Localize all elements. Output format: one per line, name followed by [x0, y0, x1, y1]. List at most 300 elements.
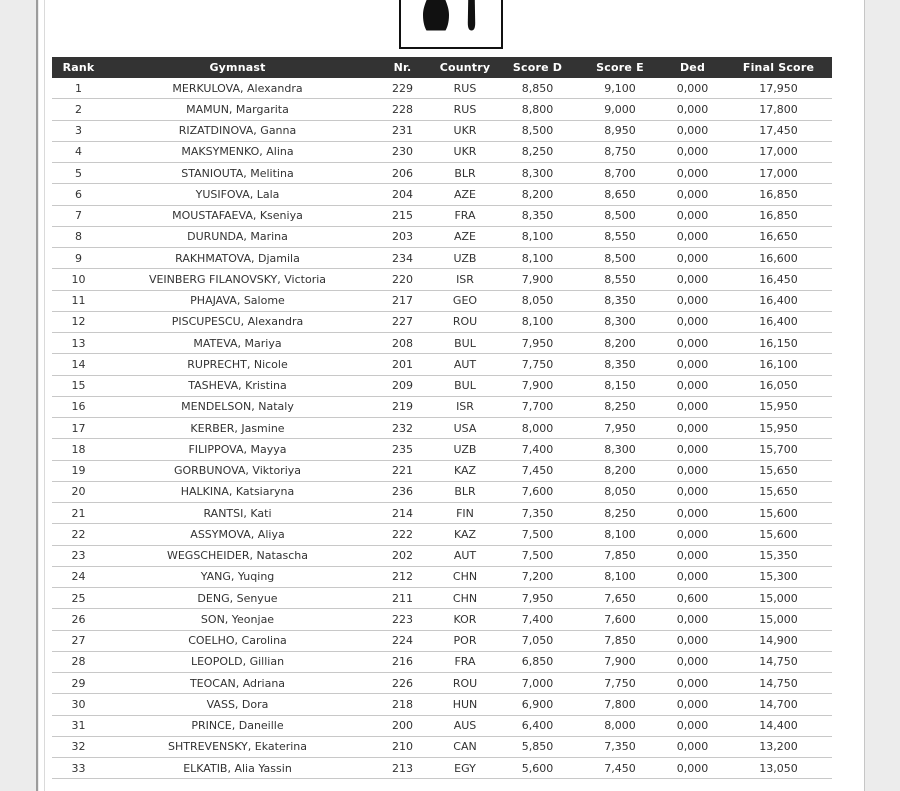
cell-nr: 208: [370, 333, 435, 354]
cell-final-score: 16,400: [725, 311, 832, 332]
cell-score-d: 8,850: [495, 78, 580, 99]
cell-ded: 0,000: [660, 226, 725, 247]
cell-ded: 0,000: [660, 609, 725, 630]
cell-country: RUS: [435, 99, 495, 120]
table-row: [52, 545, 832, 566]
cell-gymnast: DURUNDA, Marina: [105, 226, 370, 247]
cell-nr: 203: [370, 226, 435, 247]
cell-ded: 0,000: [660, 694, 725, 715]
cell-rank: 33: [52, 758, 105, 779]
cell-ded: 0,000: [660, 248, 725, 269]
cell-final-score: 14,400: [725, 715, 832, 736]
cell-score-d: 8,200: [495, 184, 580, 205]
inner-page-border: [44, 0, 45, 791]
cell-nr: 219: [370, 396, 435, 417]
table-row: [52, 418, 832, 439]
cell-rank: 29: [52, 673, 105, 694]
cell-country: AUT: [435, 354, 495, 375]
cell-rank: 2: [52, 99, 105, 120]
cell-ded: 0,000: [660, 481, 725, 502]
table-row: [52, 630, 832, 651]
cell-nr: 227: [370, 311, 435, 332]
cell-final-score: 16,050: [725, 375, 832, 396]
cell-country: KAZ: [435, 524, 495, 545]
cell-rank: 14: [52, 354, 105, 375]
cell-ded: 0,000: [660, 163, 725, 184]
cell-ded: 0,000: [660, 120, 725, 141]
cell-rank: 12: [52, 311, 105, 332]
cell-nr: 221: [370, 460, 435, 481]
cell-rank: 22: [52, 524, 105, 545]
cell-ded: 0,000: [660, 418, 725, 439]
cell-country: FRA: [435, 205, 495, 226]
cell-gymnast: SON, Yeonjae: [105, 609, 370, 630]
table-row: [52, 141, 832, 162]
cell-gymnast: RIZATDINOVA, Ganna: [105, 120, 370, 141]
cell-gymnast: ELKATIB, Alia Yassin: [105, 758, 370, 779]
table-row: [52, 248, 832, 269]
cell-ded: 0,000: [660, 375, 725, 396]
cell-country: AZE: [435, 184, 495, 205]
table-row: [52, 758, 832, 779]
left-page-border: [36, 0, 38, 791]
table-row: [52, 269, 832, 290]
table-row: [52, 715, 832, 736]
cell-score-e: 9,000: [580, 99, 660, 120]
cell-nr: 202: [370, 545, 435, 566]
cell-rank: 13: [52, 333, 105, 354]
cell-final-score: 15,950: [725, 396, 832, 417]
cell-ded: 0,000: [660, 290, 725, 311]
cell-country: EGY: [435, 758, 495, 779]
cell-country: CHN: [435, 588, 495, 609]
cell-country: ISR: [435, 269, 495, 290]
cell-rank: 4: [52, 141, 105, 162]
cell-country: FIN: [435, 503, 495, 524]
cell-score-e: 8,150: [580, 375, 660, 396]
cell-final-score: 16,850: [725, 205, 832, 226]
cell-rank: 1: [52, 78, 105, 99]
table-row: [52, 396, 832, 417]
cell-rank: 10: [52, 269, 105, 290]
cell-score-d: 8,100: [495, 226, 580, 247]
cell-gymnast: MAKSYMENKO, Alina: [105, 141, 370, 162]
cell-final-score: 15,650: [725, 481, 832, 502]
cell-score-d: 7,050: [495, 630, 580, 651]
cell-final-score: 16,600: [725, 248, 832, 269]
cell-gymnast: FILIPPOVA, Mayya: [105, 439, 370, 460]
results-table: [52, 57, 832, 779]
cell-nr: 204: [370, 184, 435, 205]
table-row: [52, 226, 832, 247]
cell-score-d: 7,450: [495, 460, 580, 481]
cell-score-d: 6,900: [495, 694, 580, 715]
cell-rank: 17: [52, 418, 105, 439]
cell-ded: 0,000: [660, 524, 725, 545]
cell-score-d: 7,500: [495, 545, 580, 566]
cell-final-score: 16,150: [725, 333, 832, 354]
cell-ded: 0,000: [660, 736, 725, 757]
cell-final-score: 15,350: [725, 545, 832, 566]
cell-score-d: 7,400: [495, 609, 580, 630]
header-final-score: Final Score: [725, 57, 832, 78]
cell-nr: 210: [370, 736, 435, 757]
cell-rank: 23: [52, 545, 105, 566]
cell-score-d: 8,300: [495, 163, 580, 184]
cell-ded: 0,000: [660, 503, 725, 524]
cell-score-d: 7,900: [495, 269, 580, 290]
table-row: [52, 460, 832, 481]
cell-ded: 0,000: [660, 758, 725, 779]
cell-ded: 0,000: [660, 566, 725, 587]
cell-final-score: 17,450: [725, 120, 832, 141]
cell-ded: 0,000: [660, 545, 725, 566]
cell-score-e: 8,350: [580, 354, 660, 375]
cell-score-e: 8,300: [580, 311, 660, 332]
cell-gymnast: MAMUN, Margarita: [105, 99, 370, 120]
cell-score-e: 7,750: [580, 673, 660, 694]
cell-rank: 9: [52, 248, 105, 269]
cell-gymnast: RUPRECHT, Nicole: [105, 354, 370, 375]
cell-rank: 11: [52, 290, 105, 311]
cell-country: UKR: [435, 120, 495, 141]
table-row: [52, 481, 832, 502]
cell-score-e: 8,300: [580, 439, 660, 460]
cell-final-score: 13,050: [725, 758, 832, 779]
cell-gymnast: HALKINA, Katsiaryna: [105, 481, 370, 502]
cell-country: HUN: [435, 694, 495, 715]
cell-ded: 0,000: [660, 141, 725, 162]
table-row: [52, 566, 832, 587]
cell-nr: 226: [370, 673, 435, 694]
results-header: [52, 57, 832, 78]
cell-final-score: 15,300: [725, 566, 832, 587]
cell-gymnast: PISCUPESCU, Alexandra: [105, 311, 370, 332]
cell-gymnast: LEOPOLD, Gillian: [105, 651, 370, 672]
cell-rank: 18: [52, 439, 105, 460]
cell-nr: 217: [370, 290, 435, 311]
cell-score-d: 8,050: [495, 290, 580, 311]
cell-gymnast: TEOCAN, Adriana: [105, 673, 370, 694]
cell-gymnast: PRINCE, Daneille: [105, 715, 370, 736]
cell-ded: 0,000: [660, 354, 725, 375]
cell-nr: 213: [370, 758, 435, 779]
cell-score-d: 8,100: [495, 311, 580, 332]
cell-final-score: 14,700: [725, 694, 832, 715]
cell-rank: 3: [52, 120, 105, 141]
cell-score-d: 7,400: [495, 439, 580, 460]
cell-country: KOR: [435, 609, 495, 630]
cell-score-d: 7,350: [495, 503, 580, 524]
cell-final-score: 16,850: [725, 184, 832, 205]
cell-gymnast: WEGSCHEIDER, Natascha: [105, 545, 370, 566]
cell-score-e: 7,950: [580, 418, 660, 439]
cell-ded: 0,000: [660, 715, 725, 736]
cell-country: UZB: [435, 439, 495, 460]
cell-country: BLR: [435, 481, 495, 502]
cell-nr: 212: [370, 566, 435, 587]
cell-score-d: 7,950: [495, 333, 580, 354]
cell-ded: 0,000: [660, 78, 725, 99]
cell-rank: 27: [52, 630, 105, 651]
header-score-e: Score E: [580, 57, 660, 78]
cell-score-d: 8,250: [495, 141, 580, 162]
cell-nr: 214: [370, 503, 435, 524]
cell-ded: 0,000: [660, 269, 725, 290]
table-row: [52, 163, 832, 184]
cell-score-e: 8,200: [580, 460, 660, 481]
cell-final-score: 14,750: [725, 673, 832, 694]
table-row: [52, 736, 832, 757]
cell-score-d: 8,350: [495, 205, 580, 226]
cell-nr: 201: [370, 354, 435, 375]
cell-gymnast: YANG, Yuqing: [105, 566, 370, 587]
table-row: [52, 354, 832, 375]
cell-score-d: 7,750: [495, 354, 580, 375]
cell-country: CAN: [435, 736, 495, 757]
header-score-d: Score D: [495, 57, 580, 78]
cell-nr: 232: [370, 418, 435, 439]
cell-rank: 15: [52, 375, 105, 396]
cell-score-e: 8,950: [580, 120, 660, 141]
cell-final-score: 16,650: [725, 226, 832, 247]
cell-final-score: 13,200: [725, 736, 832, 757]
cell-final-score: 15,600: [725, 524, 832, 545]
cell-rank: 24: [52, 566, 105, 587]
cell-score-e: 8,200: [580, 333, 660, 354]
cell-score-e: 8,500: [580, 248, 660, 269]
cell-country: BUL: [435, 375, 495, 396]
cell-score-e: 7,600: [580, 609, 660, 630]
cell-rank: 7: [52, 205, 105, 226]
cell-gymnast: ASSYMOVA, Aliya: [105, 524, 370, 545]
cell-final-score: 17,800: [725, 99, 832, 120]
cell-score-e: 7,450: [580, 758, 660, 779]
cell-final-score: 17,950: [725, 78, 832, 99]
cell-final-score: 15,700: [725, 439, 832, 460]
cell-final-score: 15,000: [725, 588, 832, 609]
cell-gymnast: RAKHMATOVA, Djamila: [105, 248, 370, 269]
cell-score-d: 8,500: [495, 120, 580, 141]
cell-score-d: 7,500: [495, 524, 580, 545]
cell-score-e: 8,100: [580, 524, 660, 545]
cell-rank: 8: [52, 226, 105, 247]
cell-score-d: 7,600: [495, 481, 580, 502]
cell-score-e: 7,850: [580, 545, 660, 566]
cell-nr: 215: [370, 205, 435, 226]
cell-score-d: 7,700: [495, 396, 580, 417]
cell-score-e: 8,700: [580, 163, 660, 184]
cell-nr: 211: [370, 588, 435, 609]
cell-score-d: 8,800: [495, 99, 580, 120]
cell-country: USA: [435, 418, 495, 439]
cell-country: POR: [435, 630, 495, 651]
cell-country: GEO: [435, 290, 495, 311]
cell-nr: 216: [370, 651, 435, 672]
cell-country: ROU: [435, 311, 495, 332]
cell-ded: 0,000: [660, 673, 725, 694]
cell-rank: 6: [52, 184, 105, 205]
cell-score-e: 8,250: [580, 396, 660, 417]
cell-score-d: 5,850: [495, 736, 580, 757]
results-body: [52, 78, 832, 779]
cell-nr: 230: [370, 141, 435, 162]
table-row: [52, 120, 832, 141]
cell-gymnast: DENG, Senyue: [105, 588, 370, 609]
cell-ded: 0,000: [660, 184, 725, 205]
cell-ded: 0,000: [660, 651, 725, 672]
cell-score-e: 8,650: [580, 184, 660, 205]
cell-country: AUS: [435, 715, 495, 736]
cell-score-e: 8,750: [580, 141, 660, 162]
cell-gymnast: MERKULOVA, Alexandra: [105, 78, 370, 99]
cell-gymnast: GORBUNOVA, Viktoriya: [105, 460, 370, 481]
cell-score-e: 7,800: [580, 694, 660, 715]
cell-score-e: 7,900: [580, 651, 660, 672]
cell-gymnast: VEINBERG FILANOVSKY, Victoria: [105, 269, 370, 290]
cell-score-d: 8,100: [495, 248, 580, 269]
header-nr: Nr.: [370, 57, 435, 78]
cell-nr: 235: [370, 439, 435, 460]
table-row: [52, 609, 832, 630]
cell-rank: 28: [52, 651, 105, 672]
clubs-icon: [399, 0, 503, 49]
cell-rank: 20: [52, 481, 105, 502]
cell-score-e: 8,100: [580, 566, 660, 587]
cell-final-score: 16,100: [725, 354, 832, 375]
cell-score-e: 8,550: [580, 226, 660, 247]
cell-nr: 206: [370, 163, 435, 184]
header-rank: Rank: [52, 57, 105, 78]
cell-nr: 209: [370, 375, 435, 396]
cell-score-e: 7,650: [580, 588, 660, 609]
cell-rank: 30: [52, 694, 105, 715]
cell-score-e: 8,250: [580, 503, 660, 524]
cell-score-d: 7,950: [495, 588, 580, 609]
cell-rank: 21: [52, 503, 105, 524]
cell-nr: 229: [370, 78, 435, 99]
cell-country: ISR: [435, 396, 495, 417]
cell-country: ROU: [435, 673, 495, 694]
cell-rank: 32: [52, 736, 105, 757]
cell-nr: 223: [370, 609, 435, 630]
table-row: [52, 673, 832, 694]
cell-gymnast: MENDELSON, Nataly: [105, 396, 370, 417]
table-row: [52, 205, 832, 226]
header-gymnast: Gymnast: [105, 57, 370, 78]
cell-gymnast: RANTSI, Kati: [105, 503, 370, 524]
cell-final-score: 14,750: [725, 651, 832, 672]
cell-gymnast: YUSIFOVA, Lala: [105, 184, 370, 205]
table-row: [52, 651, 832, 672]
cell-rank: 16: [52, 396, 105, 417]
table-row: [52, 588, 832, 609]
table-row: [52, 503, 832, 524]
cell-country: AUT: [435, 545, 495, 566]
cell-gymnast: PHAJAVA, Salome: [105, 290, 370, 311]
cell-nr: 231: [370, 120, 435, 141]
cell-country: KAZ: [435, 460, 495, 481]
cell-country: CHN: [435, 566, 495, 587]
cell-ded: 0,000: [660, 630, 725, 651]
table-row: [52, 694, 832, 715]
cell-gymnast: MOUSTAFAEVA, Kseniya: [105, 205, 370, 226]
cell-rank: 26: [52, 609, 105, 630]
cell-country: BUL: [435, 333, 495, 354]
cell-gymnast: VASS, Dora: [105, 694, 370, 715]
cell-score-d: 7,000: [495, 673, 580, 694]
cell-score-e: 9,100: [580, 78, 660, 99]
cell-nr: 234: [370, 248, 435, 269]
table-row: [52, 311, 832, 332]
cell-final-score: 15,000: [725, 609, 832, 630]
cell-score-d: 6,400: [495, 715, 580, 736]
cell-final-score: 14,900: [725, 630, 832, 651]
cell-gymnast: COELHO, Carolina: [105, 630, 370, 651]
cell-score-d: 7,200: [495, 566, 580, 587]
table-row: [52, 375, 832, 396]
header-ded: Ded: [660, 57, 725, 78]
cell-score-d: 8,000: [495, 418, 580, 439]
cell-nr: 224: [370, 630, 435, 651]
cell-score-e: 8,500: [580, 205, 660, 226]
cell-final-score: 16,400: [725, 290, 832, 311]
table-row: [52, 524, 832, 545]
cell-score-e: 7,850: [580, 630, 660, 651]
cell-score-e: 8,350: [580, 290, 660, 311]
cell-ded: 0,000: [660, 460, 725, 481]
cell-ded: 0,000: [660, 396, 725, 417]
cell-nr: 218: [370, 694, 435, 715]
cell-gymnast: TASHEVA, Kristina: [105, 375, 370, 396]
cell-score-d: 6,850: [495, 651, 580, 672]
cell-country: UKR: [435, 141, 495, 162]
cell-country: RUS: [435, 78, 495, 99]
cell-final-score: 16,450: [725, 269, 832, 290]
cell-final-score: 15,950: [725, 418, 832, 439]
cell-country: UZB: [435, 248, 495, 269]
cell-nr: 222: [370, 524, 435, 545]
cell-nr: 200: [370, 715, 435, 736]
cell-country: FRA: [435, 651, 495, 672]
cell-rank: 31: [52, 715, 105, 736]
cell-rank: 5: [52, 163, 105, 184]
cell-nr: 236: [370, 481, 435, 502]
cell-final-score: 15,650: [725, 460, 832, 481]
cell-score-d: 5,600: [495, 758, 580, 779]
cell-gymnast: MATEVA, Mariya: [105, 333, 370, 354]
cell-score-e: 7,350: [580, 736, 660, 757]
cell-nr: 228: [370, 99, 435, 120]
table-row: [52, 99, 832, 120]
table-row: [52, 78, 832, 99]
cell-gymnast: SHTREVENSKY, Ekaterina: [105, 736, 370, 757]
cell-final-score: 17,000: [725, 163, 832, 184]
cell-ded: 0,600: [660, 588, 725, 609]
header-country: Country: [435, 57, 495, 78]
table-row: [52, 184, 832, 205]
cell-score-e: 8,050: [580, 481, 660, 502]
cell-final-score: 15,600: [725, 503, 832, 524]
table-row: [52, 439, 832, 460]
cell-gymnast: STANIOUTA, Melitina: [105, 163, 370, 184]
table-row: [52, 290, 832, 311]
cell-nr: 220: [370, 269, 435, 290]
cell-score-e: 8,550: [580, 269, 660, 290]
cell-final-score: 17,000: [725, 141, 832, 162]
cell-ded: 0,000: [660, 205, 725, 226]
cell-ded: 0,000: [660, 311, 725, 332]
